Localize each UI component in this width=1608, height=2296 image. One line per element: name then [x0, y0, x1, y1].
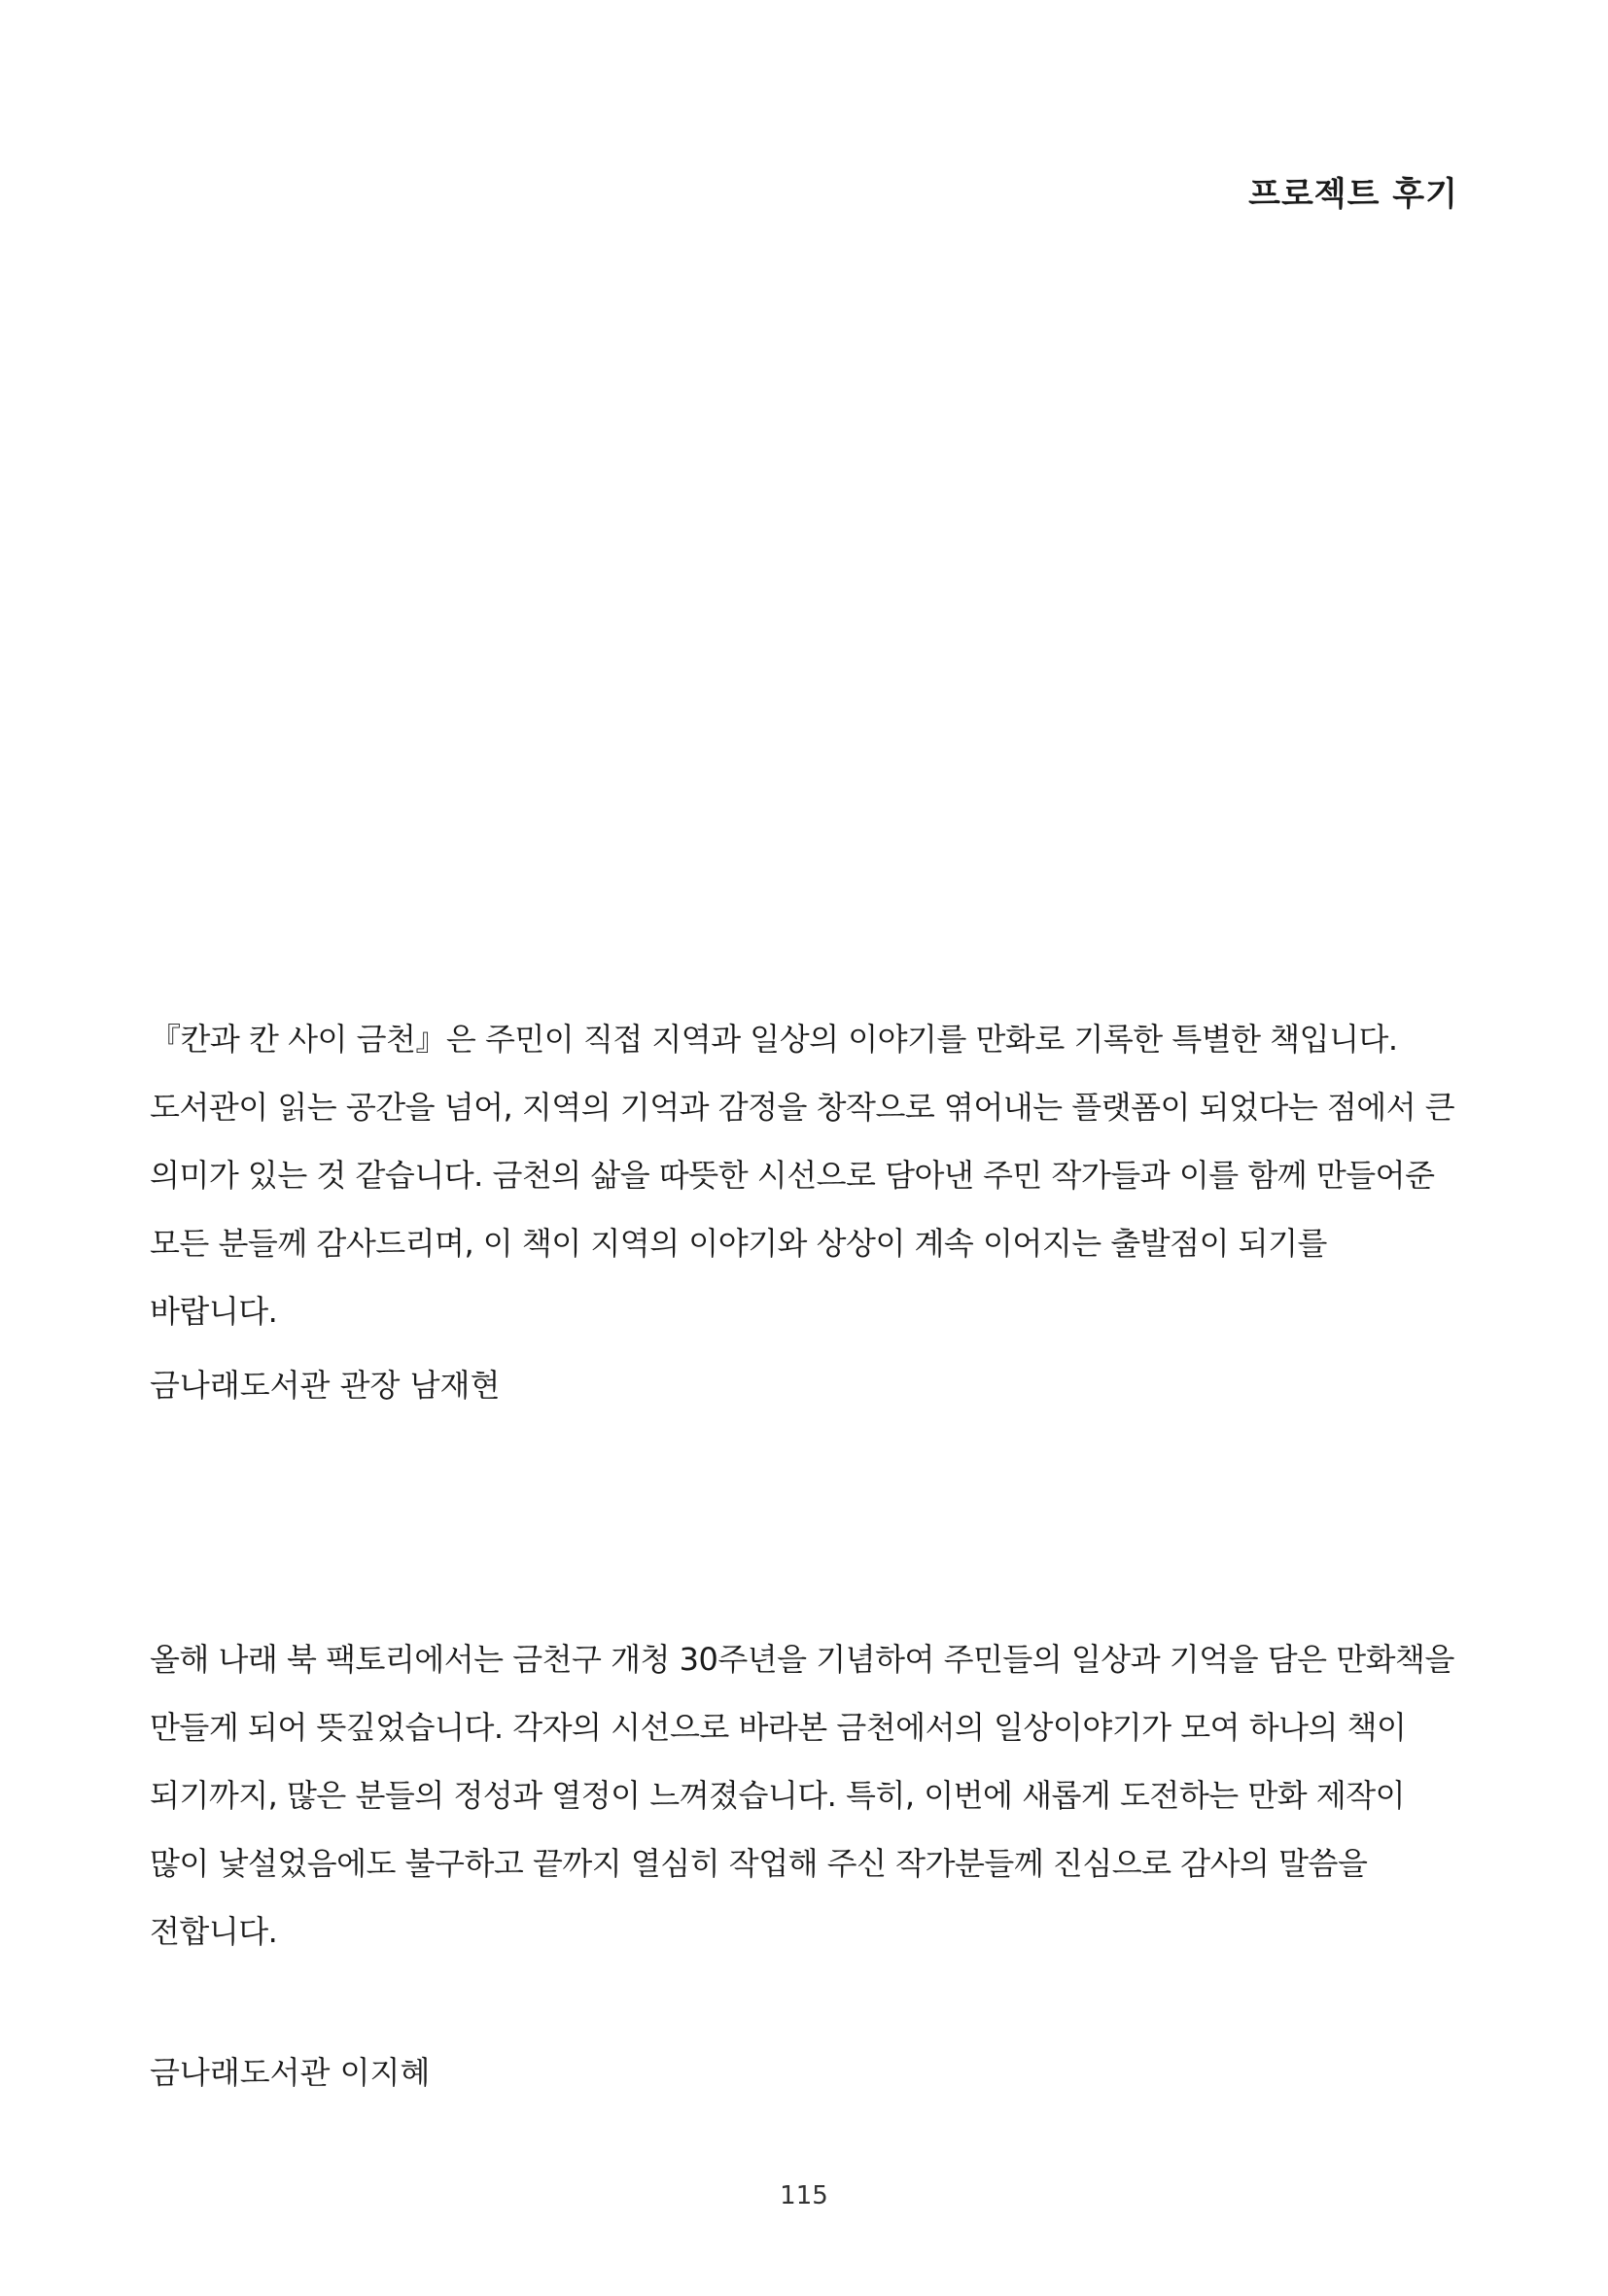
review-librarian-signature: 금나래도서관 이지혜: [150, 2054, 431, 2091]
review-librarian: [150, 1625, 1458, 1966]
page-title: 프로젝트 후기: [1248, 175, 1458, 214]
review-director-body: 『칸과 칸 사이 금천』은 주민이 직접 지역과 일상의 이야기를 만화로 기록한 특별한 책입니다. 도서관이 읽는 공간을 넘어, 지역의 기억과 감정을 창작으로 엮어내는 플랫폼이 되었다는 점에서 큰 의미가 있는 것 같습니다. 금천의 삶을 따뜻한 시선으로 담아낸 주민 작가들과 이를 함께 만들어준 모든 분들께 감사드리며, 이 책이 지역의 이야기와 상상이 계속 이어지는 출발점이 되기를 바랍니다.: [150, 1021, 1455, 1330]
review-director-signature: 금나래도서관 관장 남재현: [150, 1367, 501, 1404]
review-librarian-body: 올해 나래 북 팩토리에서는 금천구 개청 30주년을 기념하여 주민들의 일상과 기억을 담은 만화책을 만들게 되어 뜻깊었습니다. 각자의 시선으로 바라본 금천에서의 일상이야기가 모여 하나의 책이 되기까지, 많은 분들의 정성과 열정이 느껴졌습니다. 특히, 이번에 새롭게 도전하는 만화 제작이 많이 낯설었음에도 불구하고 끝까지 열심히 작업해 주신 작가분들께 진심으로 감사의 말씀을 전합니다.: [150, 1641, 1454, 1950]
page-number: 115: [780, 2181, 828, 2210]
review-director: [150, 1005, 1458, 1345]
